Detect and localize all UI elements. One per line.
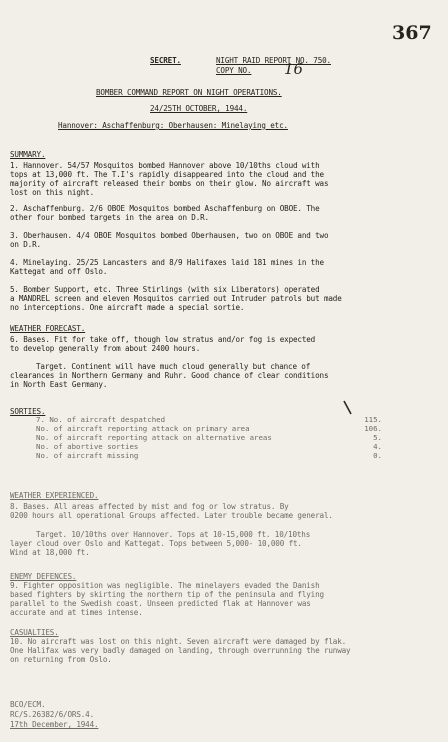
defences-line-2: based fighters by skirting the northern tip of the peninsula and flying xyxy=(10,590,324,599)
casualties-heading: CASUALTIES. xyxy=(10,628,59,637)
sorties-heading: SORTIES. xyxy=(10,407,46,416)
forecast-bases: 6. Bases. Fit for take off, though low stratus and/or fog is expected xyxy=(10,335,316,344)
report-title: BOMBER COMMAND REPORT ON NIGHT OPERATIONS. xyxy=(96,88,282,97)
casualties-line-2: One Halifax was very badly damaged on landing, through overrunning the runway xyxy=(10,646,351,655)
tick-mark-icon xyxy=(342,400,356,416)
summary-heading: SUMMARY. xyxy=(10,150,46,159)
weather-bases-cont: 0200 hours all operational Groups affected. Later trouble became general. xyxy=(10,511,333,520)
weather-target-cont1: layer cloud over Oslo and Kattegat. Tops between 5,000- 10,000 ft. xyxy=(10,539,302,548)
forecast-target-cont1: clearances in Northern Germany and Ruhr. Good chance of clear conditions xyxy=(10,371,329,380)
forecast-heading: WEATHER FORECAST. xyxy=(10,324,86,333)
forecast-bases-cont: to develop generally from about 2400 hours. xyxy=(10,344,201,353)
weather-bases: 8. Bases. All areas affected by mist and fog or low stratus. By xyxy=(10,502,289,511)
classification: SECRET. xyxy=(150,56,181,65)
defences-heading: ENEMY DEFENCES. xyxy=(10,572,77,581)
footer-date: 17th December, 1944. xyxy=(10,720,99,729)
forecast-target: Target. Continent will have much cloud generally but chance of xyxy=(36,362,311,371)
footer-ref-2: RC/S.26382/6/ORS.4. xyxy=(10,710,95,719)
document-page: 367 SECRET. NIGHT RAID REPORT NO. 750. COPY NO. 16 BOMBER COMMAND REPORT ON NIGHT OPERATIONS. 24/25TH OCTOBER, 1944. Hannover: Aschaffenburg: Oberhausen: Minelaying etc. SUMMARY. 1. Hannover. 54/57 Mosquitos bombed Hannover above 10/10ths cloud with tops at 13,000 ft. The T.I's rapidly disappeared into the cloud and the majority of aircraft released their bombs on their glow. No aircraft was lost on this night. 2. Aschaffenburg. 2/6 OBOE Mosquitos bombed Aschaffenburg on OBOE. The other four bombed targets in the area on D.R. 3. Oberhausen. 4/4 OBOE Mosquitos bombed Oberhausen, two on OBOE and two on D.R. 4. Minelaying. 25/25 Lancasters and 8/9 Halifaxes laid 181 mines in the Kattegat and off Oslo. 5. Bomber Support, etc. Three Stirlings (with six Liberators) operated a MANDREL screen and eleven Mosquitos carried out Intruder patrols but made no interceptions. One aircraft made a special sortie. WEATHER FORECAST. 6. Bases. Fit for take off, though low stratus and/or fog is expected to develop generally from about 2400 hours. Target. Continent will have much cloud generally but chance of clearances in Northern Germany and Ruhr. Good chance of clear conditions in North East Germany. SORTIES. 7. No. of aircraft despatched 115. No. of aircraft reporting attack on primary area 106. No. of aircraft reporting attack on alternative areas 5. No. of abortive sorties 4. No. of aircraft missing 0. WEATHER EXPERIENCED. 8. Bases. All areas affected by mist and fog or low stratus. By 0200 hours all operational Groups affected. Later trouble became general. Target. 10/10ths over Hannover. Tops at 10-15,000 ft. 10/10ths layer cloud over Oslo and Kattegat. Tops between 5,000- 10,000 ft. Wind at 18,000 ft. ENEMY DEFENCES. 9. Fighter opposition was negligible. The minelayers evaded the Danish based fighters by skirting the northern tip of the peninsula and flying parallel to the Swedish coast. Unseen predicted flak at Hannover was accurate and at times intense. CASUALTIES. 10. No aircraft was lost on this night. Seven aircraft were damaged by flak. One Halifax was very badly damaged on landing, through overrunning the runway on returning from Oslo. BCO/ECM. RC/S.26382/6/ORS.4. 17th December, 1944. xyxy=(10,22,432,729)
casualties-line-1: 10. No aircraft was lost on this night. Seven aircraft were damaged by flak. xyxy=(10,637,347,646)
report-number: NIGHT RAID REPORT NO. 750. xyxy=(216,56,331,65)
weather-target-cont2: Wind at 18,000 ft. xyxy=(10,548,90,557)
casualties-line-3: on returning from Oslo. xyxy=(10,655,112,664)
report-date: 24/25TH OCTOBER, 1944. xyxy=(150,104,248,113)
defences-line-4: accurate and at times intense. xyxy=(10,608,143,617)
weather-heading: WEATHER EXPERIENCED. xyxy=(10,491,99,500)
copy-label: COPY NO. xyxy=(216,66,252,75)
footer-ref-1: BCO/ECM. xyxy=(10,700,46,709)
targets-line: Hannover: Aschaffenburg: Oberhausen: Minelaying etc. xyxy=(58,121,288,130)
copy-number-handwritten: 16 xyxy=(284,60,304,78)
forecast-target-cont2: in North East Germany. xyxy=(10,380,108,389)
folio-number: 367 xyxy=(392,22,432,44)
defences-line-1: 9. Fighter opposition was negligible. The minelayers evaded the Danish xyxy=(10,581,320,590)
defences-line-3: parallel to the Swedish coast. Unseen predicted flak at Hannover was xyxy=(10,599,311,608)
weather-target: Target. 10/10ths over Hannover. Tops at 10-15,000 ft. 10/10ths xyxy=(36,530,311,539)
